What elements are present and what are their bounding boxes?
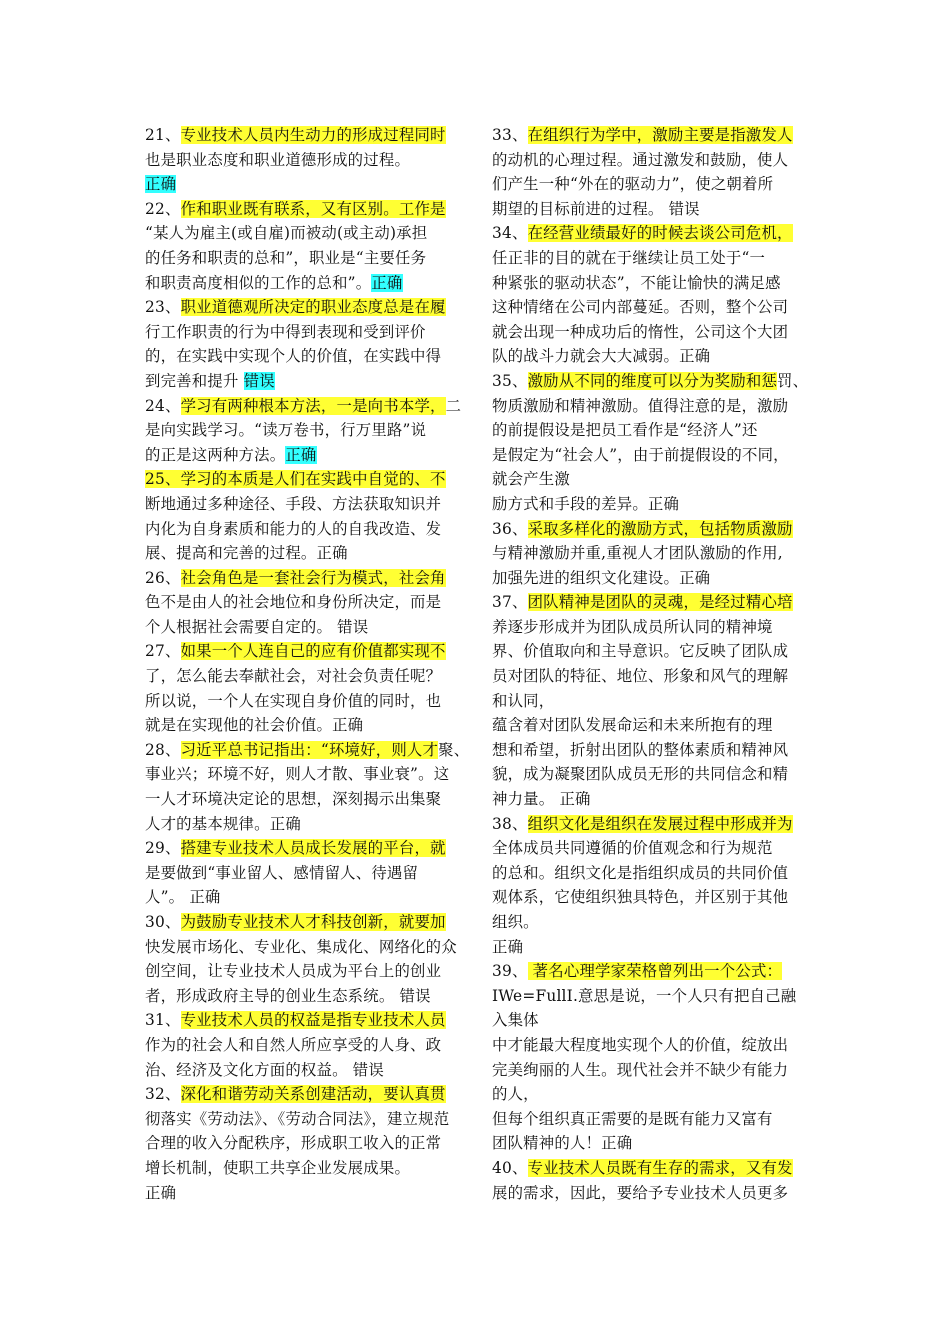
right-text-line: [492, 762, 814, 787]
text-segment: 27、: [145, 642, 181, 661]
left-text-line: [145, 221, 463, 246]
text-segment: 28、: [145, 740, 181, 759]
left-text-line: [145, 1156, 463, 1181]
text-segment: 31、: [145, 1011, 181, 1030]
right-text-line: [492, 984, 814, 1009]
right-text-line: [492, 1107, 814, 1132]
text-segment: 一人才环境决定论的思想，深刻揭示出集聚: [145, 790, 442, 809]
text-segment: 事业兴；环境不好，则人才散、事业衰”。这: [145, 765, 450, 784]
left-text-line: [145, 615, 463, 640]
text-segment: 创空间，让专业技术人员成为平台上的创业: [145, 962, 442, 981]
text-segment: 29、: [145, 839, 181, 858]
right-text-line: [492, 467, 814, 492]
highlighted-question-text: 习近平总书记指出：“环境好，则人才: [180, 740, 439, 759]
left-text-line: [145, 271, 463, 296]
answer-highlight: 正确: [371, 273, 403, 292]
text-segment: 神力量。 正确: [492, 790, 591, 809]
left-text-line: [145, 1131, 463, 1156]
right-text-line: [492, 1058, 814, 1083]
text-segment: 37、: [492, 593, 528, 612]
left-text-line: [145, 836, 463, 861]
text-segment: 组织。: [492, 913, 539, 931]
text-segment: 队的战斗力就会大大减弱。正确: [492, 347, 711, 366]
text-segment: 的任务和职责的总和”，职业是“主要任务: [145, 248, 427, 267]
text-segment: 养逐步形成并为团队成员所认同的精神境: [492, 617, 773, 636]
right-text-line: [492, 344, 814, 369]
text-segment: 完美绚丽的人生。现代社会并不缺少有能力: [492, 1060, 789, 1079]
text-segment: 全体成员共同遵循的价值观念和行为规范: [492, 839, 773, 858]
text-segment: 32、: [145, 1085, 181, 1104]
text-segment: 蕴含着对团队发展命运和未来所抱有的理: [492, 716, 773, 735]
left-text-line: [145, 959, 463, 984]
highlighted-question-text: 激励从不同的维度可以分为奖励和惩: [527, 371, 778, 390]
right-text-column: [492, 123, 814, 1205]
highlighted-question-text: 社会角色是一套社会行为模式，社会角: [180, 568, 446, 587]
text-segment: 的，在实践中实现个人的价值，在实践中得: [145, 347, 442, 366]
text-segment: 的正是这两种方法。: [145, 445, 286, 464]
right-text-line: [492, 369, 814, 394]
text-segment: 种紧张的驱动状态”，不能让愉快的满足感: [492, 273, 781, 292]
right-text-line: [492, 295, 814, 320]
left-text-line: [145, 1008, 463, 1033]
left-text-column: [145, 123, 470, 1205]
left-text-line: [145, 1107, 463, 1132]
text-segment: 内化为自身素质和能力的人的自我改造、发: [145, 519, 442, 538]
right-text-line: [492, 1131, 814, 1156]
highlighted-question-text: 著名心理学家荣格曾列出一个公式：: [527, 962, 783, 981]
highlighted-question-text: 深化和谐劳动关系创建活动，要认真贯: [180, 1085, 446, 1104]
text-segment: 正确: [492, 937, 524, 956]
text-segment: 罚、: [777, 371, 809, 390]
right-text-line: [492, 615, 814, 640]
text-segment: 的人，: [492, 1085, 539, 1104]
right-text-line: [492, 1082, 814, 1107]
text-segment: 了，怎么能去奉献社会，对社会负责任呢？: [145, 667, 442, 686]
right-text-line: [492, 320, 814, 345]
answer-highlight: 正确: [145, 175, 177, 194]
highlighted-question-text: 专业技术人员的权益是指专业技术人员: [180, 1011, 446, 1030]
text-segment: 人才的基本规律。正确: [145, 814, 301, 833]
text-segment: 聚、: [438, 740, 470, 759]
text-segment: 员对团队的特征、地位、形象和风气的理解: [492, 667, 789, 686]
right-text-line: [492, 910, 814, 935]
answer-highlight: 正确: [285, 445, 317, 464]
left-text-line: [145, 713, 463, 738]
left-text-line: [145, 935, 463, 960]
highlighted-question-text: 专业技术人员既有生存的需求，又有发: [527, 1158, 793, 1177]
text-segment: 貌，成为凝聚团队成员无形的共同信念和精: [492, 765, 789, 784]
left-text-line: [145, 590, 463, 615]
text-segment: 界、价值取向和主导意识。它反映了团队成: [492, 642, 789, 661]
left-text-line: [145, 492, 463, 517]
highlighted-question-text: 在经营业绩最好的时候去谈公司危机，: [527, 224, 793, 243]
left-text-line: [145, 861, 463, 886]
text-segment: 33、: [492, 126, 528, 144]
text-segment: IWe=FullI.意思是说，一个人只有把自己融: [492, 986, 797, 1005]
left-text-line: [145, 566, 463, 591]
text-segment: 就会产生激: [492, 470, 570, 489]
text-segment: 加强先进的组织文化建设。正确: [492, 568, 711, 587]
right-text-line: [492, 492, 814, 517]
text-segment: 合理的收入分配秩序，形成职工收入的正常: [145, 1134, 442, 1153]
text-segment: 团队精神的人！正确: [492, 1134, 633, 1153]
highlighted-question-text: 25、学习的本质是人们在实践中自觉的、不: [145, 470, 446, 489]
text-segment: 到完善和提升: [145, 371, 244, 390]
text-segment: 者，形成政府主导的创业生态系统。 错误: [145, 986, 431, 1005]
text-segment: 个人根据社会需要自定的。 错误: [145, 617, 369, 636]
right-text-line: [492, 738, 814, 763]
text-segment: 30、: [145, 913, 181, 931]
left-text-line: [145, 664, 463, 689]
left-text-line: [145, 1058, 463, 1083]
highlighted-question-text: 搭建专业技术人员成长发展的平台，就: [180, 839, 446, 858]
right-text-line: [492, 812, 814, 837]
text-segment: 38、: [492, 814, 528, 833]
right-text-line: [492, 123, 814, 148]
right-text-line: [492, 1033, 814, 1058]
text-segment: “某人为雇主(或自雇)而被动(或主动)承担: [145, 224, 428, 243]
text-segment: 也是职业态度和职业道德形成的过程。: [145, 150, 411, 169]
right-text-line: [492, 172, 814, 197]
text-segment: 26、: [145, 568, 181, 587]
left-text-line: [145, 320, 463, 345]
right-text-line: [492, 443, 814, 468]
right-text-line: [492, 197, 814, 222]
right-text-line: [492, 1008, 814, 1033]
left-text-line: [145, 443, 463, 468]
highlighted-question-text: 作和职业既有联系，又有区别。工作是: [180, 199, 446, 218]
left-text-line: [145, 689, 463, 714]
text-segment: 中才能最大程度地实现个人的价值，绽放出: [492, 1035, 789, 1054]
left-text-line: [145, 910, 463, 935]
left-text-line: [145, 369, 463, 394]
text-segment: 34、: [492, 224, 528, 243]
text-segment: 是假定为“社会人”，由于前提假设的不同，: [492, 445, 789, 464]
text-segment: 是要做到“事业留人、感情留人、待遇留: [145, 863, 419, 882]
right-text-line: [492, 639, 814, 664]
text-segment: 展的需求，因此，要给予专业技术人员更多: [492, 1183, 789, 1202]
text-segment: 与精神激励并重,重视人才团队激励的作用,: [492, 544, 783, 563]
answer-highlight: 错误: [243, 371, 275, 390]
text-segment: 但每个组织真正需要的是既有能力又富有: [492, 1109, 773, 1128]
left-text-line: [145, 812, 463, 837]
right-text-line: [492, 148, 814, 173]
text-segment: 任正非的目的就在于继续让员工处于“一: [492, 248, 766, 267]
right-text-line: [492, 246, 814, 271]
text-segment: 和职责高度相似的工作的总和”。: [145, 273, 372, 292]
right-text-line: [492, 541, 814, 566]
highlighted-question-text: 学习有两种根本方法，一是向书本学，: [180, 396, 446, 415]
text-segment: 彻落实《劳动法》、《劳动合同法》，建立规范: [145, 1109, 450, 1128]
text-segment: 的动机的心理过程。通过激发和鼓励，使人: [492, 150, 789, 169]
left-text-line: [145, 246, 463, 271]
text-segment: 正确: [145, 1183, 177, 1202]
text-segment: 快发展市场化、专业化、集成化、网络化的众: [145, 937, 457, 956]
text-segment: 是向实践学习。“读万卷书，行万里路”说: [145, 421, 427, 440]
highlighted-question-text: 团队精神是团队的灵魂，是经过精心培: [527, 593, 793, 612]
left-text-line: [145, 394, 463, 419]
left-text-line: [145, 418, 463, 443]
left-text-line: [145, 984, 463, 1009]
highlighted-question-text: 专业技术人员内生动力的形成过程同时: [180, 126, 446, 144]
left-text-line: [145, 172, 463, 197]
right-text-line: [492, 590, 814, 615]
text-segment: 的总和。组织文化是指组织成员的共同价值: [492, 863, 789, 882]
right-text-line: [492, 394, 814, 419]
text-segment: 们产生一种“外在的驱动力”，使之朝着所: [492, 175, 774, 194]
text-segment: 就会出现一种成功后的惰性，公司这个大团: [492, 322, 789, 341]
right-text-line: [492, 861, 814, 886]
right-text-line: [492, 959, 814, 984]
right-text-line: [492, 713, 814, 738]
left-text-line: [145, 295, 463, 320]
text-segment: 的前提假设是把员工看作是“经济人”还: [492, 421, 758, 440]
highlighted-question-text: 职业道德观所决定的职业态度总是在履: [180, 298, 446, 317]
text-segment: 二: [445, 396, 462, 415]
highlighted-question-text: 组织文化是组织在发展过程中形成并为: [527, 814, 793, 833]
text-segment: 展、提高和完善的过程。正确: [145, 544, 348, 563]
text-segment: 励方式和手段的差异。正确: [492, 494, 680, 513]
right-text-line: [492, 1181, 814, 1206]
left-text-line: [145, 344, 463, 369]
right-text-line: [492, 787, 814, 812]
right-text-line: [492, 1156, 814, 1181]
left-text-line: [145, 787, 463, 812]
left-text-line: [145, 123, 463, 148]
right-text-line: [492, 566, 814, 591]
text-segment: 36、: [492, 519, 528, 538]
text-segment: 断地通过多种途径、手段、方法获取知识并: [145, 494, 442, 513]
text-segment: 期望的目标前进的过程。 错误: [492, 199, 700, 218]
text-segment: 物质激励和精神激励。值得注意的是，激励: [492, 396, 789, 415]
text-segment: 23、: [145, 298, 181, 317]
text-segment: 作为的社会人和自然人所应享受的人身、政: [145, 1035, 442, 1054]
text-segment: 色不是由人的社会地位和身份所决定，而是: [145, 593, 442, 612]
text-segment: 22、: [145, 199, 181, 218]
text-segment: 行工作职责的行为中得到表现和受到评价: [145, 322, 426, 341]
highlighted-question-text: 如果一个人连自己的应有价值都实现不: [180, 642, 446, 661]
highlighted-question-text: 在组织行为学中，激励主要是指激发人: [527, 126, 793, 144]
right-text-line: [492, 418, 814, 443]
left-text-line: [145, 541, 463, 566]
text-segment: 想和希望，折射出团队的整体素质和精神风: [492, 740, 789, 759]
left-text-line: [145, 1181, 463, 1206]
text-segment: 35、: [492, 371, 528, 390]
highlighted-question-text: 采取多样化的激励方式，包括物质激励: [527, 519, 793, 538]
left-text-line: [145, 197, 463, 222]
right-text-line: [492, 885, 814, 910]
text-segment: 39、: [492, 962, 528, 981]
text-segment: 人”。 正确: [145, 888, 221, 907]
text-segment: 40、: [492, 1158, 528, 1177]
text-segment: 观体系，它使组织独具特色，并区别于其他: [492, 888, 789, 907]
left-text-line: [145, 639, 463, 664]
text-segment: 治、经济及文化方面的权益。 错误: [145, 1060, 384, 1079]
text-segment: 所以说，一个人在实现自身价值的同时，也: [145, 691, 442, 710]
left-text-line: [145, 148, 463, 173]
text-segment: 这种情绪在公司内部蔓延。否则，整个公司: [492, 298, 789, 317]
right-text-line: [492, 935, 814, 960]
left-text-line: [145, 517, 463, 542]
left-text-line: [145, 1082, 463, 1107]
right-text-line: [492, 836, 814, 861]
text-segment: 增长机制，使职工共享企业发展成果。: [145, 1158, 411, 1177]
text-segment: 入集体: [492, 1011, 539, 1030]
text-segment: 就是在实现他的社会价值。正确: [145, 716, 364, 735]
left-text-line: [145, 762, 463, 787]
left-text-line: [145, 885, 463, 910]
text-segment: 21、: [145, 126, 181, 144]
right-text-line: [492, 517, 814, 542]
left-text-line: [145, 1033, 463, 1058]
right-text-line: [492, 689, 814, 714]
left-text-line: [145, 467, 463, 492]
highlighted-question-text: 为鼓励专业技术人才科技创新，就要加: [180, 913, 446, 931]
right-text-line: [492, 221, 814, 246]
text-segment: 24、: [145, 396, 181, 415]
left-text-line: [145, 738, 470, 763]
right-text-line: [492, 271, 814, 296]
right-text-line: [492, 664, 814, 689]
text-segment: 和认同，: [492, 691, 555, 710]
